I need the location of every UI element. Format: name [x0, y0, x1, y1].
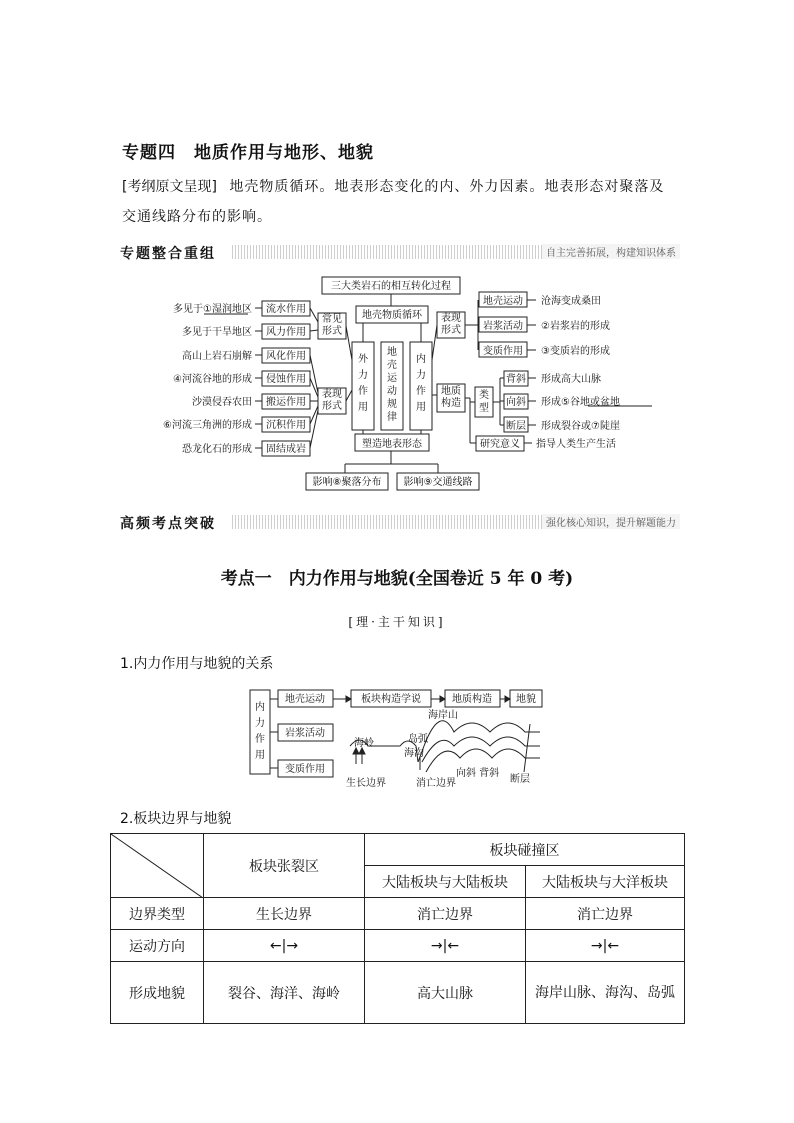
syllabus-label: [考纲原文呈现]: [122, 179, 217, 195]
plate-boundary-table: [110, 833, 685, 1024]
map-law-text: 地壳运动规律: [387, 347, 397, 423]
map-left-note: ⑥河流三角洲的形成: [163, 420, 252, 431]
map-type-note: 形成高大山脉: [541, 374, 601, 385]
concept-map: [0, 270, 794, 500]
table-subheader-co: 大陆板块与大洋板块: [526, 866, 685, 898]
map-type-note: 形成⑤谷地或盆地: [541, 397, 620, 408]
fig-item-text: 地壳运动: [285, 694, 325, 705]
band-label: 高频考点突破: [120, 513, 222, 533]
fig-item-text: 岩浆活动: [285, 728, 325, 739]
table-cell: 生长边界: [204, 898, 365, 930]
map-right-note: ②岩浆岩的形成: [541, 321, 610, 332]
map-common-form-fo: [318, 313, 346, 339]
map-research-note: 指导人类生产生活: [536, 439, 616, 450]
map-common-form-text: 常见形式: [322, 314, 342, 337]
fig-inner-text: 内力作用: [255, 702, 265, 761]
map-influence1-text: 影响⑧聚落分布: [312, 477, 382, 488]
band-right-text: 强化核心知识，提升解题能力: [542, 514, 680, 529]
map-right-box-text: 地壳运动: [483, 296, 523, 307]
band-label: 专题整合重组: [120, 243, 222, 263]
map-shape-text: 塑造地表形态: [362, 439, 422, 450]
table-row-label: 运动方向: [111, 930, 204, 962]
table-header-rift: 板块张裂区: [204, 834, 365, 898]
fig-crust-line: [350, 721, 540, 762]
map-types-fo: [475, 387, 493, 417]
map-inner-fo: [410, 342, 432, 430]
map-type-box-text: 背斜: [506, 374, 526, 385]
map-left-note: 沙漠侵吞农田: [192, 397, 252, 408]
fig-label-grow: 生长边界: [346, 778, 386, 789]
table-cell: →|←: [365, 930, 526, 962]
map-left-box-text: 风化作用: [266, 351, 306, 362]
syllabus-paragraph: [122, 172, 677, 232]
map-left-note: 多见于①湿润地区: [173, 304, 252, 315]
table-cell: 高大山脉: [365, 962, 526, 1024]
band-right-text: 自主完善拓展，构建知识体系: [542, 244, 680, 259]
table-cell: 消亡边界: [526, 898, 685, 930]
map-law-fo: [381, 342, 403, 430]
map-structure-fo: [437, 384, 465, 412]
table-corner-diagonal: [111, 834, 203, 898]
fig-label-ridge: 海岭: [354, 738, 374, 749]
table-corner-cell: [111, 834, 204, 898]
fig-item-text: 变质作用: [285, 764, 325, 775]
map-left-note: 多见于干旱地区: [182, 327, 252, 338]
syllabus-text: 地壳物质循环。地表形态变化的内、外力因素。地表形态对聚落及交通线路分布的影响。: [122, 179, 665, 225]
table-cell: ←|→: [204, 930, 365, 962]
fig-inner-fo: [250, 690, 270, 774]
section-band-highfreq: [120, 513, 680, 531]
page-title: 专题四 地质作用与地形、地貌: [122, 143, 374, 163]
map-left-note: ④河流谷地的形成: [173, 374, 252, 385]
map-left-box-text: 侵蚀作用: [266, 374, 306, 385]
map-cycle-text: 地壳物质循环: [362, 310, 422, 321]
table-row: [111, 962, 685, 1024]
map-inner-text: 内力作用: [416, 354, 426, 413]
fig-chain-text: 板块构造学说: [361, 694, 421, 705]
map-structure-text: 地质构造: [441, 386, 461, 409]
table-row: [111, 898, 685, 930]
table-row: [111, 930, 685, 962]
map-right-note: 沧海变成桑田: [541, 296, 601, 307]
map-type-note: 形成裂谷或⑦陡崖: [541, 421, 620, 432]
fig-label-fold: 向斜 背斜: [456, 768, 500, 779]
heading-1: 1.内力作用与地貌的关系: [120, 656, 274, 672]
map-research-text: 研究意义: [480, 439, 520, 450]
fig-chain-text: 地貌: [516, 694, 536, 705]
map-outer-text: 外力作用: [358, 354, 368, 413]
table-header-collision: 板块碰撞区: [365, 834, 685, 866]
map-left-box-text: 沉积作用: [266, 420, 306, 431]
map-left-box-text: 搬运作用: [266, 397, 306, 408]
map-top-text: 三大类岩石的相互转化过程: [331, 281, 451, 292]
map-right-box-text: 变质作用: [483, 346, 523, 357]
map-left-note: 高山上岩石崩解: [182, 351, 252, 362]
table-cell: →|←: [526, 930, 685, 962]
map-type-box-text: 断层: [506, 421, 526, 432]
map-show-form-left-fo: [318, 388, 346, 414]
heading-2: 2.板块边界与地貌: [120, 811, 232, 827]
map-right-note: ③变质岩的形成: [541, 346, 610, 357]
map-show-form-right-text: 表现形式: [441, 313, 461, 336]
section-title: 考点一 内力作用与地貌(全国卷近 5 年 0 考): [220, 569, 574, 589]
table-cell: 海岸山脉、海沟、岛弧: [526, 962, 685, 1024]
map-influence2-text: 影响⑨交通线路: [403, 477, 473, 488]
map-right-box-text: 岩浆活动: [483, 321, 523, 332]
map-show-form-left-text: 表现形式: [322, 389, 342, 412]
map-outer-fo: [352, 342, 374, 430]
table-cell: 裂谷、海洋、海岭: [204, 962, 365, 1024]
fig-label-extinct: 消亡边界: [416, 778, 456, 789]
section-subhead: [理·主干知识]: [348, 615, 446, 629]
table-subheader-cc: 大陆板块与大陆板块: [365, 866, 526, 898]
map-types-text: 类型: [479, 390, 489, 414]
fig-label-trench: 海沟: [404, 748, 424, 759]
map-left-box-text: 流水作用: [266, 304, 306, 315]
fig-label-arc: 岛弧: [408, 734, 428, 745]
inner-force-figure: [240, 684, 550, 794]
fig-chain-text: 地质构造: [452, 694, 492, 705]
section-band-integration: [120, 243, 680, 261]
table-cell: 消亡边界: [365, 898, 526, 930]
table-row-label: 形成地貌: [111, 962, 204, 1024]
map-left-note: 恐龙化石的形成: [182, 444, 252, 455]
table-row-label: 边界类型: [111, 898, 204, 930]
map-type-box-text: 向斜: [506, 397, 526, 408]
fig-label-coastal: 海岸山: [428, 710, 458, 721]
fig-label-fault: 断层: [510, 774, 530, 785]
map-left-box-text: 风力作用: [266, 327, 306, 338]
map-show-form-right-fo: [437, 312, 465, 338]
map-left-box-text: 固结成岩: [266, 444, 306, 455]
